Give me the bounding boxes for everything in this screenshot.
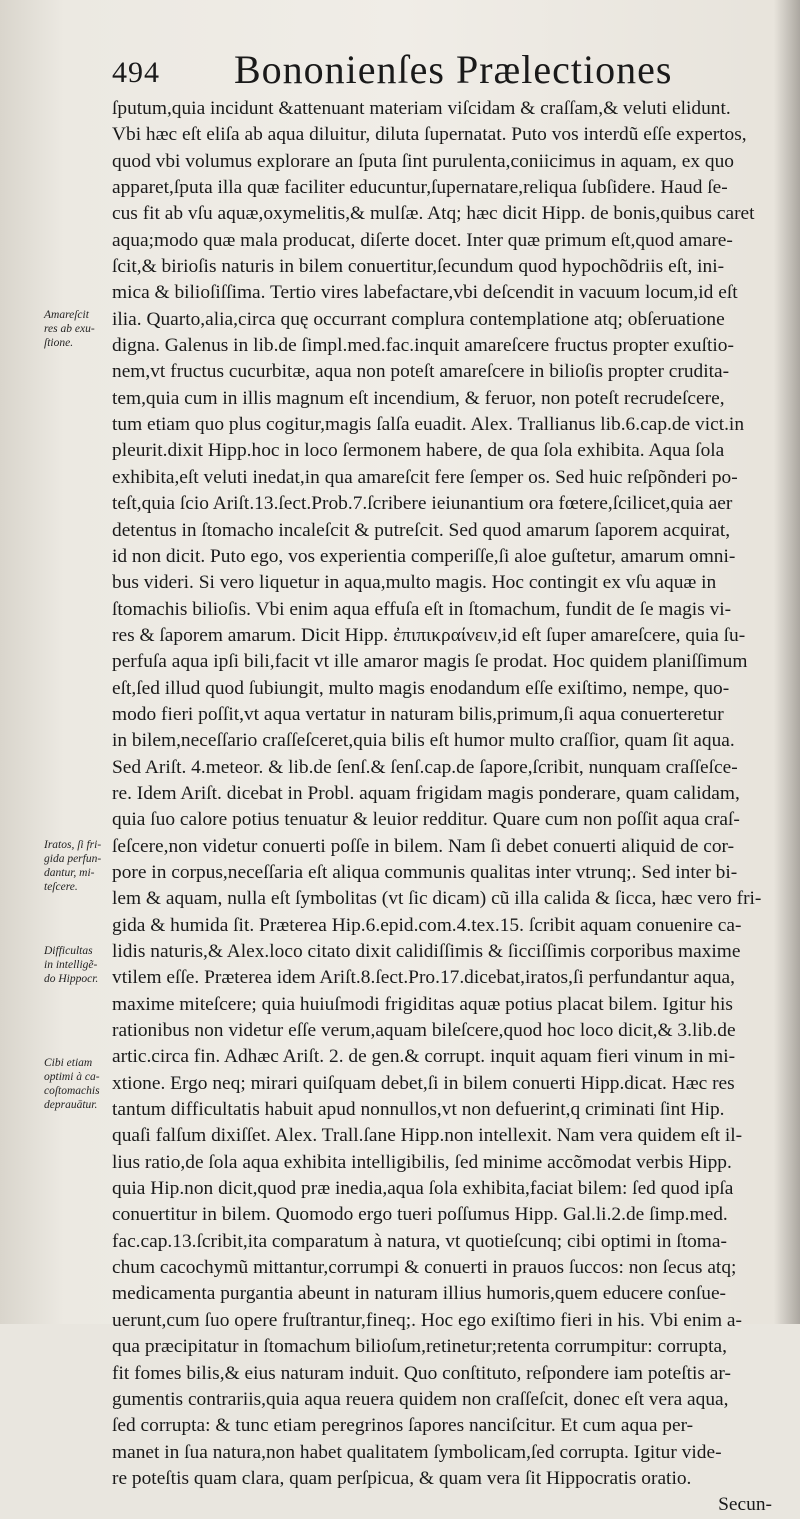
text-line: lius ratio,de ſola aqua exhibita intelligibilis, ſed minime accõmodat verbis Hipp.: [112, 1151, 732, 1173]
text-line: cus fit ab vſu aquæ,oxymelitis,& mulſæ. Atq; hæc dicit Hipp. de bonis,quibus caret: [112, 203, 755, 225]
margin-note-line: teſcere.: [44, 881, 78, 893]
text-line: tum etiam quo plus cogitur,magis ſalſa euadit. Alex. Trallianus lib.6.cap.de vict.in: [112, 414, 745, 436]
text-line: modo fieri poſſit,vt aqua vertatur in naturam bilis,primum,ſi aqua conuerteretur: [112, 703, 724, 725]
text-line: ſtomachis bilioſis. Vbi enim aqua effuſa eſt in ſtomachum, fundit de ſe magis vi-: [112, 598, 732, 620]
body-text-block: [112, 96, 772, 1519]
text-line: re. Idem Ariſt. dicebat in Probl. aquam frigidam magis ponderare, quam calidam,: [112, 782, 740, 804]
text-line: quaſi falſum dixiſſet. Alex. Trall.ſane Hipp.non intellexit. Nam vera quidem eſt il-: [112, 1125, 743, 1147]
text-line: gumentis contrariis,quia aqua reuera quidem non craſſeſcit, donec eſt vera aqua,: [112, 1388, 729, 1410]
text-line: conuertitur in bilem. Quomodo ergo tueri poſſumus Hipp. Gal.li.2.de ſimp.med.: [112, 1204, 728, 1226]
margin-note-line: Iratos, ſi fri-: [44, 839, 102, 851]
text-line: digna. Galenus in lib.de ſimpl.med.fac.inquit amareſcere fructus propter exuſtio-: [112, 335, 734, 357]
margin-note-line: dantur, mi-: [44, 867, 95, 879]
text-line: nem,vt fructus cucurbitæ, aqua non poteſt amareſcere in bilioſis propter cruditа-: [112, 361, 730, 383]
margin-note-line: deprauātur.: [44, 1099, 98, 1111]
text-line: tantum difficultatis habuit apud nonnullos,vt non defuerint,q criminati ſint Hip.: [112, 1099, 725, 1121]
margin-note-line: gida perfun-: [44, 853, 102, 865]
margin-note: [44, 944, 114, 986]
text-line: qua præcipitatur in ſtomachum bilioſum,retinetur;retenta corrumpitur: corrupta,: [112, 1336, 727, 1358]
text-line: Sed Ariſt. 4.meteor. & lib.de ſenſ.& ſenſ.cap.de ſapore,ſcribit, nunquam craſſeſce-: [112, 756, 738, 778]
page-header: [112, 44, 772, 96]
margin-note-line: res ab exu-: [44, 323, 95, 335]
margin-note-line: Difficultas: [44, 945, 93, 957]
text-line: perfuſa aqua ipſi bili,facit vt ille amaror magis ſe prodat. Hoc quidem planiſſimum: [112, 651, 748, 673]
text-line: ilia. Quarto,alia,circa quę occurrant complura contemplatione atq; obſeruatione: [112, 308, 725, 330]
margin-note-line: coſtomachis: [44, 1085, 100, 1097]
text-line: chum cacochymũ mittantur,corrumpi & conuerti in prauos ſuccos: non ſecus atq;: [112, 1257, 737, 1279]
text-line: medicamenta purgantia abeunt in naturam illius humoris,quem educere conſue-: [112, 1283, 727, 1305]
text-line: in bilem,neceſſario craſſeſceret,quia bilis eſt humor multo craſſior, quam ſit aqua.: [112, 730, 735, 752]
margin-note-line: Amareſcit: [44, 309, 89, 321]
book-gutter-shadow: [774, 0, 800, 1324]
text-line: bus videri. Si vero liquetur in aqua,multo magis. Hoc contingit ex vſu aquæ in: [112, 572, 717, 594]
text-line: apparet,ſputa illa quæ faciliter educuntur,ſupernatare,reliqua ſubſidere. Haud ſe-: [112, 177, 728, 199]
text-line: detentus in ſtomacho incaleſcit & putreſcit. Sed quod amarum ſaporem acquirat,: [112, 519, 731, 541]
text-line: teſt,quia ſcio Ariſt.13.ſect.Prob.7.ſcribere ieiunantium ora fœtere,ſcilicet,quia aer: [112, 493, 733, 515]
text-line: rationibus non videtur eſſe verum,aquam bileſcere,quod hoc loco dicit,& 3.lib.de: [112, 1020, 736, 1042]
text-line: lidis naturis,& Alex.loco citato dixit calidiſſimis & ſicciſſimis corporibus maxime: [112, 941, 741, 962]
text-line: uerunt,cum ſuo opere fruſtrantur,fineq;. Hoc ego exiſtimo fieri in his. Vbi enim a-: [112, 1309, 742, 1331]
margin-note-line: do Hippocr.: [44, 973, 99, 985]
text-line: tem,quia cum in illis magnum eſt incendium, & feruor, non poteſt recrudeſcere,: [112, 387, 725, 409]
text-line: re poteſtis quam clara, quam perſpicua, & quam vera ſit Hippocratis oratio.: [112, 1467, 692, 1489]
text-line: ſputum,quia incidunt &attenuant materiam viſcidam & craſſam,& veluti elidunt.: [112, 98, 731, 119]
running-title: Bononienſes Prælectiones: [234, 47, 673, 92]
text-line: maxime miteſcere; quia huiuſmodi frigiditas aquæ potius placat bilem. Igitur his: [112, 993, 733, 1015]
text-line: Vbi hæc eſt eliſa ab aqua diluitur, diluta ſupernatat. Puto vos interdũ eſſe expertos,: [112, 124, 747, 146]
text-line: quia ſuo calore potius tenuatur & leuior redditur. Quare cum non poſſit aqua craſ-: [112, 809, 740, 831]
margin-note: [44, 838, 114, 894]
text-line: aqua;modo quæ mala producat, diſerte docet. Inter quæ primum eſt,quod amare-: [112, 229, 733, 251]
text-line: lem & aquam, nulla eſt ſymbolitas (vt ſic dicam) cũ illa calida & ſicca, hæc vero fri-: [112, 888, 762, 910]
margin-note: [44, 1056, 114, 1112]
text-line: fit fomes bilis,& eius naturam induit. Quo conſtituto, reſpondere iam poteſtis ar-: [112, 1362, 731, 1384]
text-line: exhibita,eſt veluti inedat,in qua amareſcit fere ſemper os. Sed huic reſpõnderi po-: [112, 466, 738, 488]
margin-note-line: ſtione.: [44, 337, 74, 349]
text-line: mica & bilioſiſſima. Tertio vires labefactare,vbi deſcendit in vacuum locum,id eſt: [112, 282, 738, 304]
text-line: quod vbi volumus explorare an ſputa ſint purulenta,coniicimus in aquam, ex quo: [112, 150, 734, 172]
margin-note-line: in intelligẽ-: [44, 959, 98, 971]
text-line: vtilem eſſe. Præterea idem Ariſt.8.ſect.Pro.17.dicebat,iratos,ſi perfundantur aqua,: [112, 967, 736, 989]
text-line: ſeſcere,non videtur conuerti poſſe in bilem. Nam ſi debet conuerti aliquid de cor-: [112, 835, 735, 857]
text-line: eſt,ſed illud quod ſubiungit, multo magis enodandum eſſe exiſtimo, nempe, quo-: [112, 677, 730, 699]
margin-note-line: Cibi etiam: [44, 1057, 93, 1069]
text-line: quia Hip.non dicit,quod præ inedia,aqua ſola exhibita,faciat bilem: ſed quod ipſa: [112, 1178, 734, 1200]
page-number: 494: [112, 56, 160, 89]
text-line: pleurit.dixit Hipp.hoc in loco ſermonem habere, de qua ſola exhibita. Aqua ſola: [112, 440, 725, 462]
text-line: ſed corrupta: & tunc etiam peregrinos ſapores nanciſcitur. Et cum aqua per-: [112, 1415, 694, 1437]
text-line: res & ſaporem amarum. Dicit Hipp. ἐπιπικραίνειν,id eſt ſuper amareſcere, quia ſu-: [112, 624, 746, 646]
catchword: Secun-: [718, 1494, 772, 1516]
text-line: gida & humida ſit. Præterea Hip.6.epid.com.4.tex.15. ſcribit aquam conuenire ca-: [112, 914, 742, 936]
text-line: pore in corpus,neceſſaria eſt aliqua communis qualitas inter vtrunq;. Sed inter bi-: [112, 861, 738, 883]
margin-note: [44, 308, 114, 350]
text-line: fac.cap.13.ſcribit,ita comparatum à natura, vt quotieſcunq; cibi optimi in ſtoma-: [112, 1230, 727, 1252]
text-line: manet in ſua natura,non habet qualitatem ſymbolicam,ſed corrupta. Igitur vide-: [112, 1441, 722, 1463]
margin-note-line: optimi à ca-: [44, 1071, 100, 1083]
text-line: id non dicit. Puto ego, vos experientia comperiſſe,ſi aloe guſtetur, amarum omni-: [112, 545, 736, 567]
text-line: artic.circa fin. Adhæc Ariſt. 2. de gen.& corrupt. inquit aquam fieri vinum in mi-: [112, 1046, 736, 1068]
text-line: ſcit,& birioſis naturis in bilem conuertitur,ſecundum quod hypochõdriis eſt, ini-: [112, 256, 725, 278]
text-line: xtione. Ergo neq; mirari quiſquam debet,ſi in bilem conuerti Hipp.dicat. Hæc res: [112, 1072, 735, 1094]
